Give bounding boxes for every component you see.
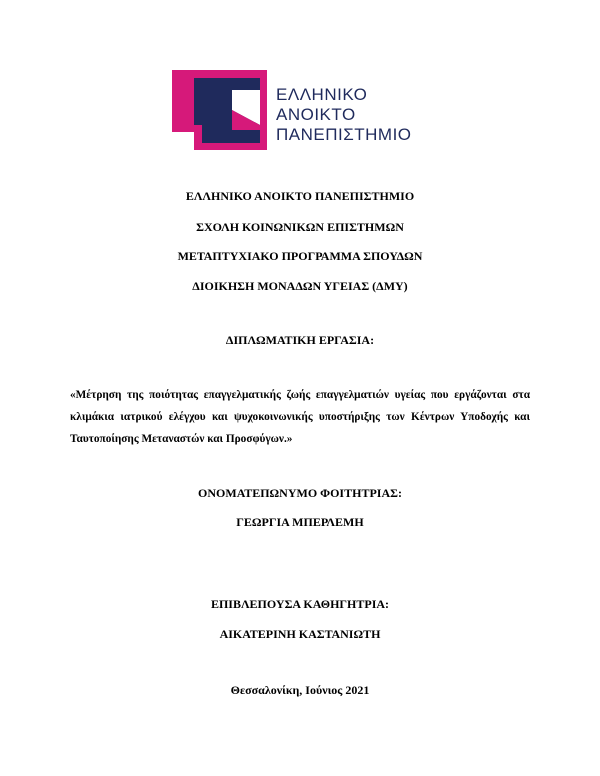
logo-line-2: ΑΝΟΙΚΤΟ: [276, 105, 356, 124]
student-name: ΓΕΩΡΓΙΑ ΜΠΕΡΛΕΜΗ: [236, 515, 364, 529]
specialization-name: ΔΙΟΙΚΗΣΗ ΜΟΝΑΔΩΝ ΥΓΕΙΑΣ (ΔΜΥ): [192, 279, 408, 293]
logo-line-1: ΕΛΛΗΝΙΚΟ: [276, 85, 368, 104]
student-label: ΟΝΟΜΑΤΕΠΩΝΥΜΟ ΦΟΙΤΗΤΡΙΑΣ:: [198, 486, 402, 500]
university-name: ΕΛΛΗΝΙΚΟ ΑΝΟΙΚΤΟ ΠΑΝΕΠΙΣΤΗΜΙΟ: [185, 189, 415, 203]
program-name: ΜΕΤΑΠΤΥΧΙΑΚΟ ΠΡΟΓΡΑΜΜΑ ΣΠΟΥΔΩΝ: [177, 249, 423, 263]
logo-wordmark: [276, 85, 412, 145]
thesis-label: ΔΙΠΛΩΜΑΤΙΚΗ ΕΡΓΑΣΙΑ:: [225, 333, 375, 347]
logo-line-3: ΠΑΝΕΠΙΣΤΗΜΙΟ: [276, 125, 412, 144]
supervisor-name: ΑΙΚΑΤΕΡΙΝΗ ΚΑΣΤΑΝΙΩΤΗ: [219, 627, 381, 641]
thesis-title-line-1: «Μέτρηση της ποιότητας επαγγελματικής ζωής επαγγελματιών υγείας που εργάζονται στα: [70, 389, 530, 401]
place-date: Θεσσαλονίκη, Ιούνιος 2021: [230, 683, 370, 697]
thesis-title-line-2: κλιμάκια ιατρικού ελέγχου και ψυχοκοινωνικής υποστήριξης των Κέντρων Υποδοχής και: [70, 411, 530, 423]
thesis-title: [70, 384, 530, 450]
thesis-title-line-3: Ταυτοποίησης Μεταναστών και Προσφύγων.»: [70, 433, 293, 445]
school-name: ΣΧΟΛΗ ΚΟΙΝΩΝΙΚΩΝ ΕΠΙΣΤΗΜΩΝ: [196, 220, 404, 234]
supervisor-label: ΕΠΙΒΛΕΠΟΥΣΑ ΚΑΘΗΓΗΤΡΙΑ:: [210, 597, 390, 611]
